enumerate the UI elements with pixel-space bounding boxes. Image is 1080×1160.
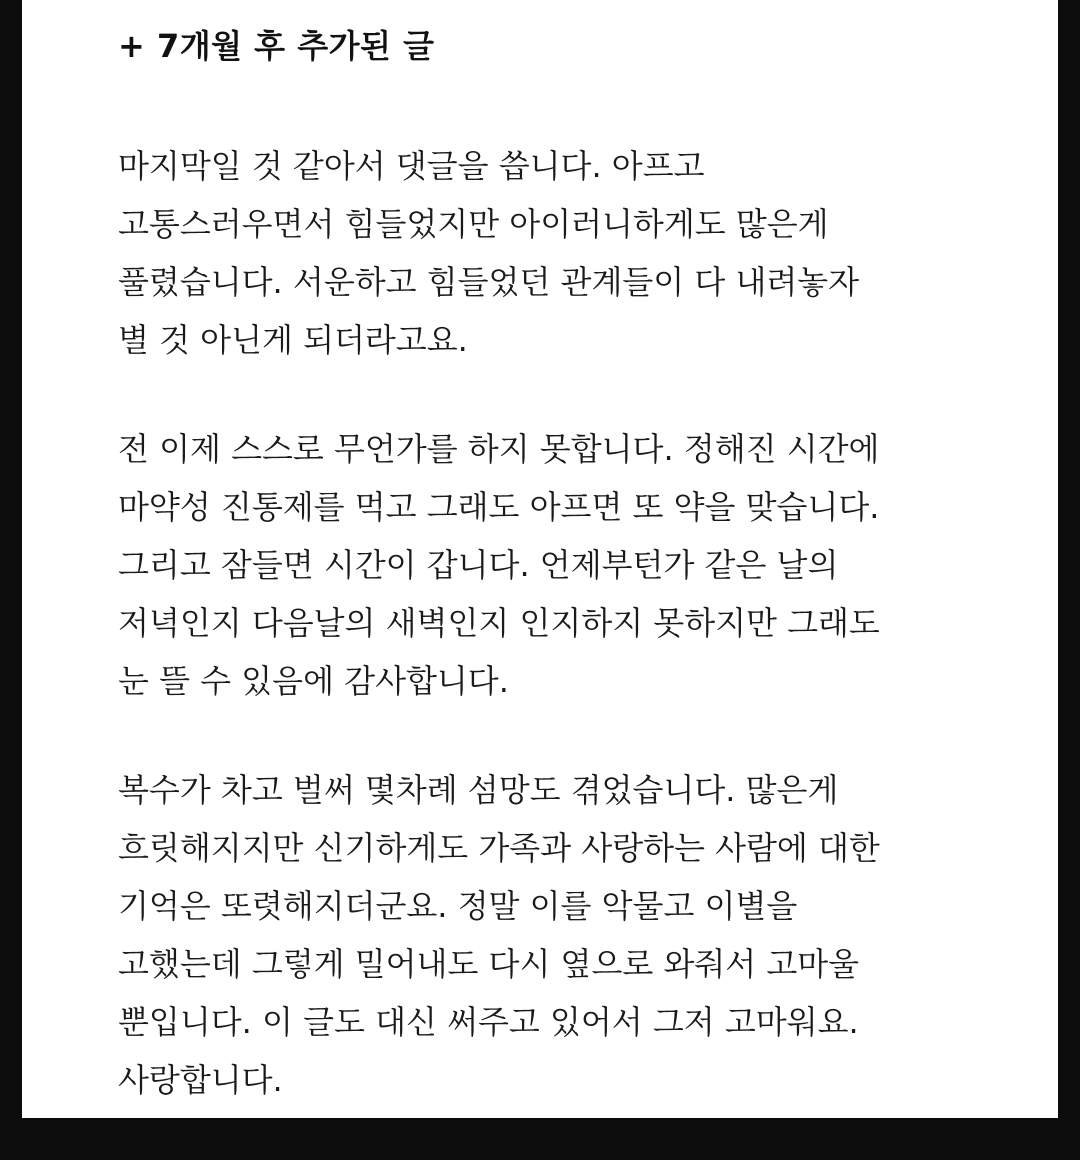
post-heading: + 7개월 후 추가된 글 bbox=[118, 27, 435, 65]
text-line: 흐릿해지지만 신기하게도 가족과 사랑하는 사람에 대한 bbox=[118, 829, 880, 867]
text-line: 풀렸습니다. 서운하고 힘들었던 관계들이 다 내려놓자 bbox=[118, 263, 860, 301]
paragraph-2 bbox=[118, 420, 978, 710]
text-line: 그리고 잠들면 시간이 갑니다. 언제부턴가 같은 날의 bbox=[118, 546, 839, 584]
text-line: 기억은 또렷해지더군요. 정말 이를 악물고 이별을 bbox=[118, 887, 798, 925]
text-line: 마지막일 것 같아서 댓글을 씁니다. 아프고 bbox=[118, 147, 705, 185]
text-line: 저녁인지 다음날의 새벽인지 인지하지 못하지만 그래도 bbox=[118, 604, 880, 642]
text-line: 고통스러우면서 힘들었지만 아이러니하게도 많은게 bbox=[118, 205, 829, 243]
text-line: 뿐입니다. 이 글도 대신 써주고 있어서 그저 고마워요. bbox=[118, 1003, 859, 1041]
text-line: 사랑합니다. bbox=[118, 1061, 283, 1099]
post-page bbox=[22, 0, 1058, 1118]
paragraph-1 bbox=[118, 137, 978, 369]
text-line: 전 이제 스스로 무언가를 하지 못합니다. 정해진 시간에 bbox=[118, 430, 880, 468]
text-line: 마약성 진통제를 먹고 그래도 아프면 또 약을 맞습니다. bbox=[118, 488, 880, 526]
paragraph-3 bbox=[118, 761, 978, 1109]
text-line: 별 것 아닌게 되더라고요. bbox=[118, 321, 468, 359]
text-line: 복수가 차고 벌써 몇차례 섬망도 겪었습니다. 많은게 bbox=[118, 771, 839, 809]
text-line: 눈 뜰 수 있음에 감사합니다. bbox=[118, 662, 509, 700]
text-line: 고했는데 그렇게 밀어내도 다시 옆으로 와줘서 고마울 bbox=[118, 945, 860, 983]
post-body bbox=[118, 137, 978, 1160]
